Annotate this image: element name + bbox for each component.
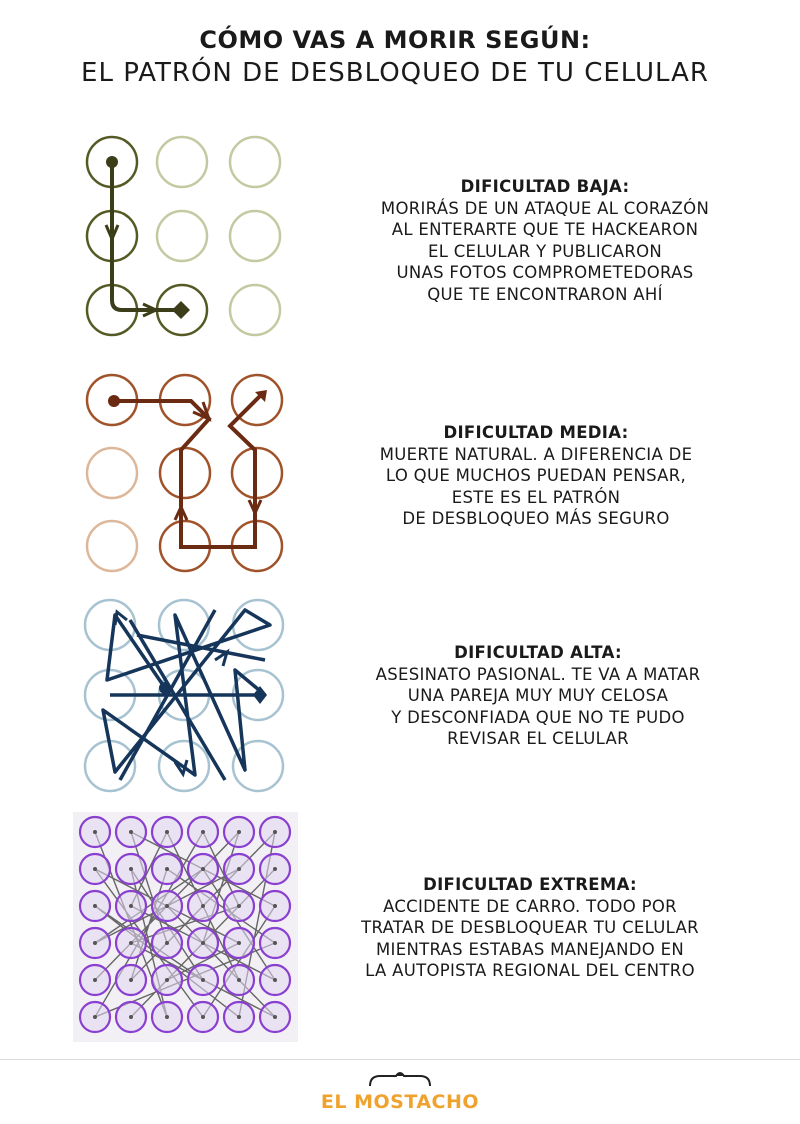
text-line: TRATAR DE DESBLOQUEAR TU CELULAR: [361, 918, 699, 938]
text-line: ACCIDENTE DE CARRO. TODO POR: [383, 896, 677, 916]
unlock-pattern-medium-difficulty: [75, 360, 300, 585]
text-line: LA AUTOPISTA REGIONAL DEL CENTRO: [365, 961, 695, 981]
description-medium-difficulty: [326, 422, 746, 530]
text-line: ASESINATO PASIONAL. TE VA A MATAR: [375, 664, 701, 684]
text-line: ESTE ES EL PATRÓN: [451, 487, 621, 507]
heading-high-difficulty: DIFICULTAD ALTA:: [454, 643, 622, 662]
text-line: UNAS FOTOS COMPROMETEDORAS: [396, 263, 694, 283]
description-low-difficulty: [335, 176, 755, 306]
page-title: CÓMO VAS A MORIR SEGÚN:: [199, 26, 591, 54]
text-line: MORIRÁS DE UN ATAQUE AL CORAZÓN: [380, 198, 710, 218]
mustache-logo-icon: [368, 1068, 432, 1090]
text-line: Y DESCONFIADA QUE NO TE PUDO: [391, 707, 685, 727]
text-line: REVISAR EL CELULAR: [447, 729, 629, 749]
brand-logo: EL MOSTACHO: [320, 1091, 480, 1113]
text-line: AL ENTERARTE QUE TE HACKEARON: [391, 220, 699, 240]
text-line: MIENTRAS ESTABAS MANEJANDO EN: [376, 939, 684, 959]
text-line: UNA PAREJA MUY MUY CELOSA: [407, 686, 669, 706]
heading-extreme-difficulty: DIFICULTAD EXTREMA:: [423, 875, 637, 894]
unlock-pattern-low-difficulty: [75, 125, 300, 350]
page-subtitle: EL PATRÓN DE DESBLOQUEO DE TU CELULAR: [81, 58, 709, 88]
heading-low-difficulty: DIFICULTAD BAJA:: [460, 177, 630, 196]
heading-medium-difficulty: DIFICULTAD MEDIA:: [443, 423, 629, 442]
text-line: MUERTE NATURAL. A DIFERENCIA DE: [379, 444, 693, 464]
description-high-difficulty: [328, 642, 748, 750]
unlock-pattern-extreme-difficulty: [73, 812, 298, 1042]
text-line: EL CELULAR Y PUBLICARON: [427, 241, 663, 261]
text-line: DE DESBLOQUEO MÁS SEGURO: [402, 509, 670, 529]
footer-divider: [0, 1059, 800, 1060]
description-extreme-difficulty: [320, 874, 740, 982]
unlock-pattern-high-difficulty: [75, 590, 300, 810]
text-line: LO QUE MUCHOS PUEDAN PENSAR,: [385, 466, 687, 486]
text-line: QUE TE ENCONTRARON AHÍ: [427, 284, 663, 304]
